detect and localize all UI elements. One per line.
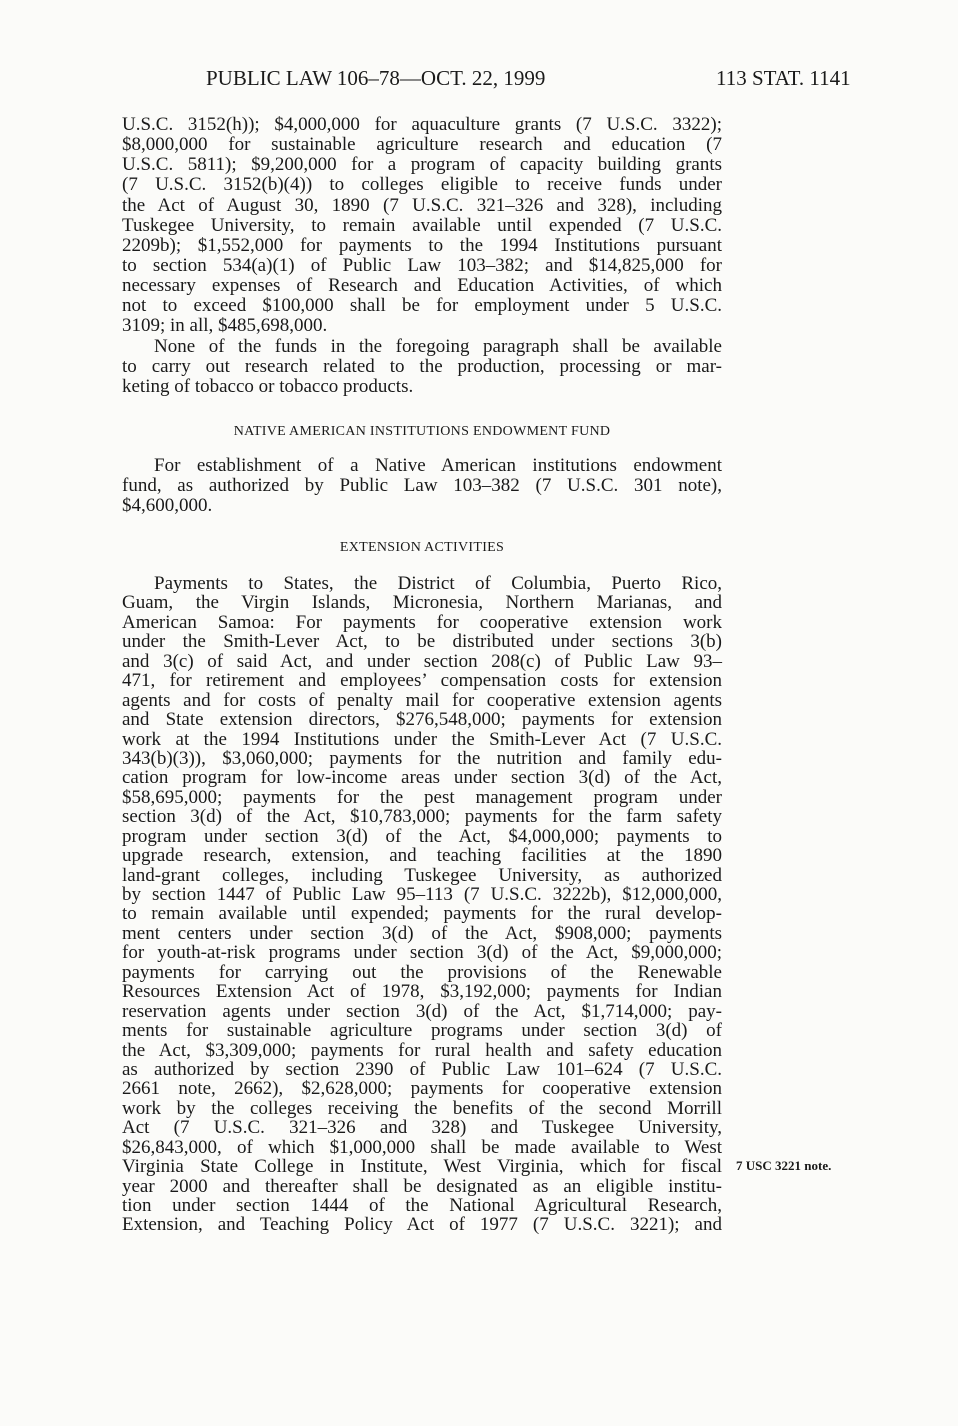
text-line: payments for carrying out the provisions of the Renewable: [122, 961, 722, 983]
text-line: program under section 3(d) of the Act, $4,000,000; payments to: [122, 825, 722, 847]
text-line: and State extension directors, $276,548,000; payments for extension: [122, 709, 722, 731]
text-line: land-grant colleges, including Tuskegee University, as authorized: [122, 864, 722, 886]
text-line: Resources Extension Act of 1978, $3,192,000; payments for Indian: [122, 981, 722, 1003]
text-line: the Act of August 30, 1890 (7 U.S.C. 321–326 and 328), including: [122, 194, 722, 216]
text-line: work by the colleges receiving the benefits of the second Morrill: [122, 1097, 722, 1119]
text-line: section 3(d) of the Act, $10,783,000; payments for the farm safety: [122, 806, 722, 828]
text-line: cation program for low-income areas under section 3(d) of the Act,: [122, 767, 722, 789]
text-line: Guam, the Virgin Islands, Micronesia, Northern Marianas, and: [122, 592, 722, 614]
margin-note: 7 USC 3221 note.: [736, 1158, 832, 1173]
text-line: year 2000 and thereafter shall be designated as an eligible institu-: [122, 1175, 722, 1197]
text-line: U.S.C. 3152(h)); $4,000,000 for aquaculture grants (7 U.S.C. 3322);: [122, 114, 722, 135]
text-line: $26,843,000, of which $1,000,000 shall be made available to West: [122, 1136, 722, 1158]
text-line: the Act, $3,309,000; payments for rural health and safety education: [122, 1039, 722, 1061]
text-line: and 3(c) of said Act, and under section 208(c) of Public Law 93–: [122, 650, 722, 672]
text-line: to carry out research related to the production, processing or mar-: [122, 355, 722, 377]
text-line: (7 U.S.C. 3152(b)(4)) to colleges eligible to receive funds under: [122, 174, 722, 196]
text-line: $8,000,000 for sustainable agriculture research and education (7: [122, 134, 722, 156]
text-line: keting of tobacco or tobacco products.: [122, 375, 414, 397]
text-line: Tuskegee University, to remain available until expended (7 U.S.C.: [122, 214, 722, 236]
running-header-title: PUBLIC LAW 106–78—OCT. 22, 1999: [206, 66, 546, 90]
text-line: work at the 1994 Institutions under the Smith-Lever Act (7 U.S.C.: [122, 728, 722, 750]
text-line: 3109; in all, $485,698,000.: [122, 315, 328, 337]
text-line: ment centers under section 3(d) of the Act, $908,000; payments: [122, 922, 722, 944]
text-line: upgrade research, extension, and teaching facilities at the 1890: [122, 845, 722, 867]
text-line: not to exceed $100,000 shall be for employment under 5 U.S.C.: [122, 295, 722, 317]
text-line: tion under section 1444 of the National Agricultural Research,: [122, 1195, 722, 1216]
appropriations-paragraph: [122, 115, 722, 397]
text-line: For establishment of a Native American institutions endowment: [154, 455, 722, 476]
text-line: fund, as authorized by Public Law 103–382 (7 U.S.C. 301 note),: [122, 475, 722, 497]
text-line: None of the funds in the foregoing paragraph shall be available: [154, 335, 722, 357]
text-line: under the Smith-Lever Act, to be distributed under sections 3(b): [122, 631, 722, 653]
text-line: ments for sustainable agriculture programs under section 3(d) of: [122, 1020, 722, 1042]
text-line: necessary expenses of Research and Education Activities, of which: [122, 275, 722, 297]
native-american-endowment-paragraph: [122, 456, 722, 516]
text-line: $4,600,000.: [122, 495, 213, 517]
text-line: 471, for retirement and employees’ compensation costs for extension: [122, 670, 722, 692]
text-line: to remain available until expended; payments for the rural develop-: [122, 903, 722, 925]
text-line: to section 534(a)(1) of Public Law 103–382; and $14,825,000 for: [122, 254, 722, 276]
section-heading-native-american-endowment: NATIVE AMERICAN INSTITUTIONS ENDOWMENT FUND: [233, 424, 611, 439]
section-heading-extension-activities: EXTENSION ACTIVITIES: [339, 540, 505, 555]
text-line: Payments to States, the District of Columbia, Puerto Rico,: [154, 573, 722, 594]
text-line: Act (7 U.S.C. 321–326 and 328) and Tuskegee University,: [122, 1117, 722, 1139]
text-line: American Samoa: For payments for cooperative extension work: [122, 611, 722, 633]
text-line: 2209b); $1,552,000 for payments to the 1994 Institutions pursuant: [122, 234, 722, 256]
text-line: $58,695,000; payments for the pest management program under: [122, 786, 722, 808]
text-line: by section 1447 of Public Law 95–113 (7 U.S.C. 3222b), $12,000,000,: [122, 884, 722, 905]
text-line: for youth-at-risk programs under section 3(d) of the Act, $9,000,000;: [122, 942, 722, 964]
text-line: Virginia State College in Institute, West Virginia, which for fiscal: [122, 1156, 722, 1178]
text-line: U.S.C. 5811); $9,200,000 for a program of capacity building grants: [122, 154, 722, 176]
text-line: agents and for costs of penalty mail for cooperative extension agents: [122, 689, 722, 711]
text-line: 343(b)(3)), $3,060,000; payments for the nutrition and family edu-: [122, 747, 722, 769]
statute-page-number: 113 STAT. 1141: [716, 66, 851, 90]
extension-activities-paragraph: [122, 574, 722, 1235]
text-line: reservation agents under section 3(d) of the Act, $1,714,000; pay-: [122, 1000, 722, 1022]
text-line: as authorized by section 2390 of Public Law 101–624 (7 U.S.C.: [122, 1058, 722, 1080]
text-line: Extension, and Teaching Policy Act of 1977 (7 U.S.C. 3221); and: [122, 1214, 722, 1236]
text-line: 2661 note, 2662), $2,628,000; payments for cooperative extension: [122, 1078, 722, 1100]
